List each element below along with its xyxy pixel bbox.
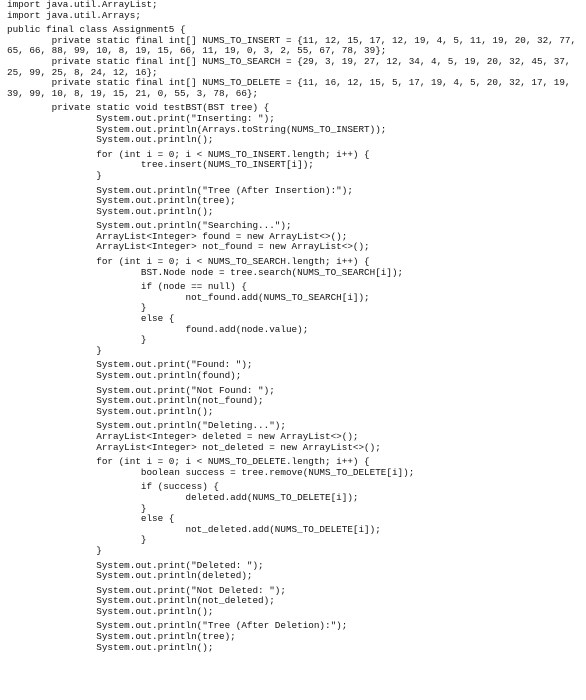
code-line: else { — [7, 313, 175, 325]
code-line: System.out.println("Searching..."); — [7, 220, 292, 232]
code-line: for (int i = 0; i < NUMS_TO_DELETE.length; i++) { — [7, 456, 370, 468]
code-line: System.out.println(); — [7, 605, 214, 617]
code-line: } — [7, 302, 147, 314]
code-line: } — [7, 169, 102, 181]
code-line: System.out.print("Deleted: "); — [7, 559, 264, 571]
code-line: 65, 66, 88, 99, 10, 8, 19, 15, 66, 11, 19, 0, 3, 2, 55, 67, 78, 39}; — [7, 45, 387, 57]
code-line: } — [7, 502, 147, 514]
code-line: System.out.println(); — [7, 134, 214, 146]
code-line: System.out.println(found); — [7, 370, 242, 381]
code-line: not_deleted.add(NUMS_TO_DELETE[i]); — [7, 523, 381, 535]
code-line: System.out.print("Inserting: "); — [7, 112, 275, 124]
code-line: } — [7, 534, 147, 546]
code-line: ArrayList<Integer> not_deleted = new ArrayList<>(); — [7, 441, 381, 453]
code-line: } — [7, 334, 147, 346]
code-line: BST.Node node = tree.search(NUMS_TO_SEARCH[i]); — [7, 266, 404, 278]
code-line: ArrayList<Integer> found = new ArrayList<>(); — [7, 230, 348, 242]
code-line: private static final int[] NUMS_TO_SEARCH = {29, 3, 19, 27, 12, 34, 4, 5, 19, 20, 32, 45, 37, — [7, 55, 571, 67]
code-line: System.out.println(not_deleted); — [7, 595, 275, 607]
code-line: System.out.print("Found: "); — [7, 359, 253, 371]
code-line: System.out.print("Not Found: "); — [7, 384, 275, 396]
code-line: } — [7, 344, 102, 356]
code-line: System.out.println("Tree (After Insertion):"); — [7, 184, 353, 196]
code-line: System.out.println("Deleting..."); — [7, 420, 286, 432]
code-line: private static final int[] NUMS_TO_INSERT = {11, 12, 15, 17, 12, 19, 4, 5, 11, 19, 20, 32, 77, — [7, 34, 577, 46]
code-line: System.out.print("Not Deleted: "); — [7, 584, 286, 596]
code-line: if (success) { — [7, 481, 220, 493]
code-line: System.out.println(); — [7, 641, 214, 653]
code-line: for (int i = 0; i < NUMS_TO_SEARCH.length; i++) { — [7, 256, 370, 268]
code-line: System.out.println(Arrays.toString(NUMS_TO_INSERT)); — [7, 123, 387, 135]
code-line: public final class Assignment5 { — [7, 24, 186, 36]
code-line: found.add(node.value); — [7, 323, 309, 335]
code-block — [7, 0, 586, 653]
code-line: System.out.println(); — [7, 205, 214, 217]
code-line: System.out.println("Tree (After Deletion):"); — [7, 620, 348, 632]
code-line: if (node == null) { — [7, 281, 247, 293]
code-line: else { — [7, 513, 175, 525]
code-line: 39, 99, 10, 8, 19, 15, 21, 0, 55, 3, 78, 66}; — [7, 87, 259, 99]
code-line: System.out.println(tree); — [7, 631, 236, 643]
code-line: 25, 99, 25, 8, 24, 12, 16}; — [7, 66, 158, 78]
code-line: tree.insert(NUMS_TO_INSERT[i]); — [7, 159, 314, 171]
code-line: ArrayList<Integer> deleted = new ArrayList<>(); — [7, 430, 359, 442]
code-line: private static final int[] NUMS_TO_DELETE = {11, 16, 12, 15, 5, 17, 19, 4, 5, 20, 32, 17, 19, — [7, 77, 571, 89]
code-line: System.out.println(deleted); — [7, 570, 253, 582]
code-line: } — [7, 544, 102, 556]
code-line: System.out.println(not_found); — [7, 395, 264, 407]
code-line: import java.util.Arrays; — [7, 9, 141, 21]
code-line: boolean success = tree.remove(NUMS_TO_DELETE[i]); — [7, 466, 415, 478]
code-line: ArrayList<Integer> not_found = new ArrayList<>(); — [7, 241, 370, 253]
code-line: private static void testBST(BST tree) { — [7, 102, 270, 114]
code-line: System.out.println(); — [7, 405, 214, 417]
code-line: deleted.add(NUMS_TO_DELETE[i]); — [7, 491, 359, 503]
code-line: for (int i = 0; i < NUMS_TO_INSERT.length; i++) { — [7, 148, 370, 160]
code-line: System.out.println(tree); — [7, 195, 236, 207]
code-line: not_found.add(NUMS_TO_SEARCH[i]); — [7, 291, 370, 303]
code-line: import java.util.ArrayList; — [7, 0, 158, 10]
